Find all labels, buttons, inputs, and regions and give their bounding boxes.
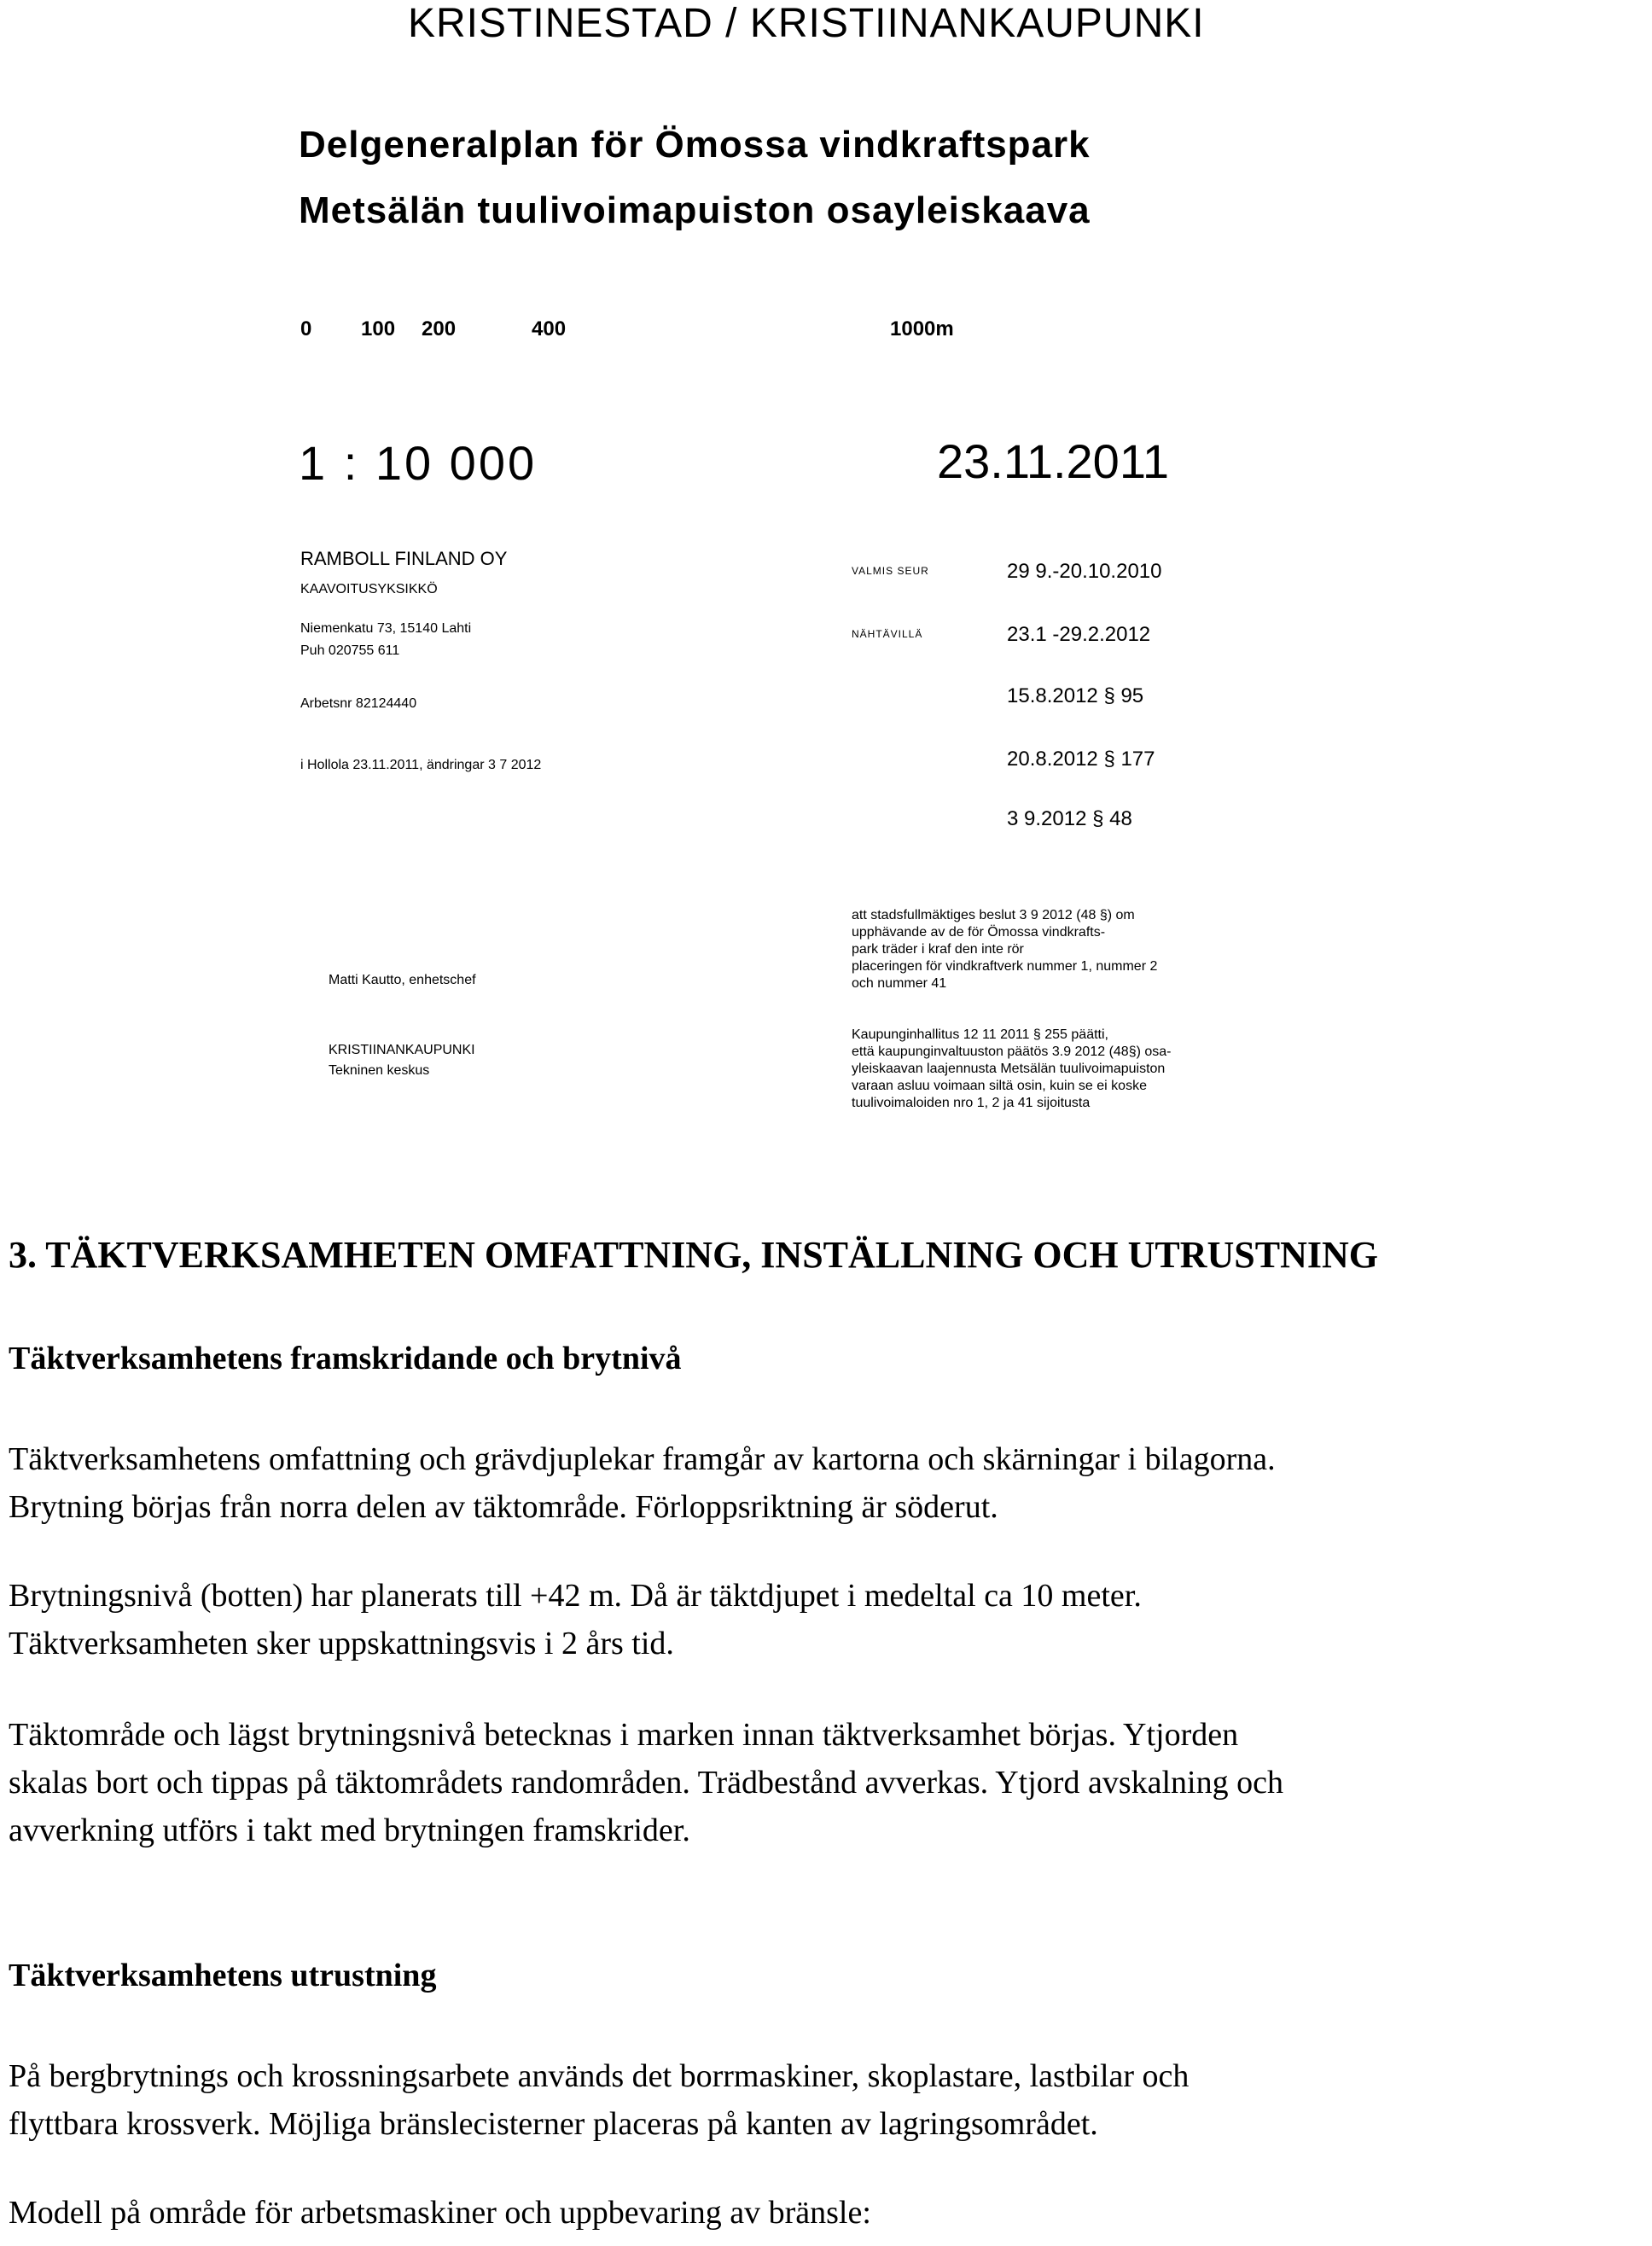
- paragraph-line: Brytning börjas från norra delen av täktområde. Förloppsriktning är söderut.: [9, 1489, 998, 1525]
- stamp-date: 23.1 -29.2.2012: [1007, 623, 1151, 646]
- note-line: och nummer 41: [852, 976, 947, 991]
- paragraph-line: flyttbara krossverk. Möjliga bränslecisterner placeras på kanten av lagringsområdet.: [9, 2106, 1098, 2142]
- paragraph-scope: [9, 1435, 1276, 1531]
- note-line: yleiskaavan laajennusta Metsälän tuulivoimapuiston: [852, 1062, 1166, 1076]
- plan-title-finnish: Metsälän tuulivoimapuiston osayleiskaava: [299, 189, 1091, 231]
- stamp-date: 29 9.-20.10.2010: [1007, 560, 1162, 583]
- paragraph-equipment: [9, 2052, 1189, 2148]
- paragraph-level: [9, 1572, 1142, 1667]
- consultant-phone: Puh 020755 611: [300, 643, 400, 658]
- stamp-label: VALMIS SEUR: [852, 565, 929, 577]
- paragraph-line: På bergbrytnings och krossningsarbete används det borrmaskiner, skoplastare, lastbilar och: [9, 2058, 1190, 2094]
- municipality-name: KRISTIINANKAUPUNKI: [329, 1043, 475, 1057]
- note-line: att stadsfullmäktiges beslut 3 9 2012 (48 §) om: [852, 908, 1135, 922]
- subsection-heading-equipment: Täktverksamhetens utrustning: [9, 1958, 437, 1993]
- paragraph-line: Brytningsnivå (botten) har planerats till +42 m. Då är täktdjupet i medeltal ca 10 meter.: [9, 1578, 1142, 1614]
- paragraph-line: Täktverksamheten sker uppskattningsvis i 2 års tid.: [9, 1626, 674, 1661]
- consultant-company: RAMBOLL FINLAND OY: [300, 548, 508, 569]
- paragraph-marking: [9, 1711, 1283, 1854]
- paragraph-line: Täktområde och lägst brytningsnivå betecknas i marken innan täktverksamhet börjas. Ytjorden: [9, 1717, 1239, 1753]
- consultant-address: Niemenkatu 73, 15140 Lahti: [300, 621, 472, 636]
- stamp-date: 3 9.2012 § 48: [1007, 807, 1132, 830]
- note-line: Kaupunginhallitus 12 11 2011 § 255 päätti,: [852, 1027, 1108, 1042]
- paragraph-model: [9, 2189, 871, 2237]
- consultant-department: KAAVOITUSYKSIKKÖ: [300, 582, 438, 596]
- note-line: placeringen för vindkraftverk nummer 1, nummer 2: [852, 959, 1158, 974]
- note-line: varaan asluu voimaan siltä osin, kuin se ei koske: [852, 1079, 1147, 1093]
- scale-ratio: 1 : 10 000: [299, 436, 538, 490]
- paragraph-line: Täktverksamhetens omfattning och grävdjuplekar framgår av kartorna och skärningar i bilagorna.: [9, 1441, 1276, 1477]
- paragraph-line: Modell på område för arbetsmaskiner och uppbevaring av bränsle:: [9, 2195, 871, 2231]
- plan-date: 23.11.2011: [937, 434, 1169, 488]
- note-line: että kaupunginvaltuuston päätös 3.9 2012 (48§) osa-: [852, 1044, 1172, 1059]
- stamp-date: 20.8.2012 § 177: [1007, 748, 1155, 771]
- note-line: park träder i kraf den inte rör: [852, 942, 1024, 957]
- subsection-heading-progress: Täktverksamhetens framskridande och brytnivå: [9, 1341, 682, 1376]
- note-line: tuulivoimaloiden nro 1, 2 ja 41 sijoitusta: [852, 1096, 1091, 1110]
- municipality-department: Tekninen keskus: [329, 1063, 430, 1078]
- place-and-date-line: i Hollola 23.11.2011, ändringar 3 7 2012: [300, 758, 542, 772]
- scale-tick-1000m: 1000m: [890, 317, 954, 340]
- scale-tick-100: 100: [361, 317, 396, 340]
- paragraph-line: skalas bort och tippas på täktområdets randområden. Trädbestånd avverkas. Ytjord avskalning och: [9, 1765, 1283, 1801]
- stamp-date: 15.8.2012 § 95: [1007, 684, 1144, 707]
- city-title: KRISTINESTAD / KRISTIINANKAUPUNKI: [408, 1, 1205, 46]
- scale-tick-0: 0: [300, 317, 312, 340]
- scale-tick-200: 200: [422, 317, 457, 340]
- stamp-label: NÄHTÄVILLÄ: [852, 628, 923, 640]
- plan-title-swedish: Delgeneralplan för Ömossa vindkraftspark: [299, 124, 1091, 166]
- paragraph-line: avverkning utförs i takt med brytningen framskrider.: [9, 1813, 690, 1848]
- section-heading: 3. TÄKTVERKSAMHETEN OMFATTNING, INSTÄLLNING OCH UTRUSTNING: [9, 1234, 1379, 1276]
- scale-tick-400: 400: [532, 317, 567, 340]
- signer-name: Matti Kautto, enhetschef: [329, 973, 476, 987]
- note-line: upphävande av de för Ömossa vindkrafts-: [852, 925, 1106, 940]
- work-number: Arbetsnr 82124440: [300, 696, 417, 711]
